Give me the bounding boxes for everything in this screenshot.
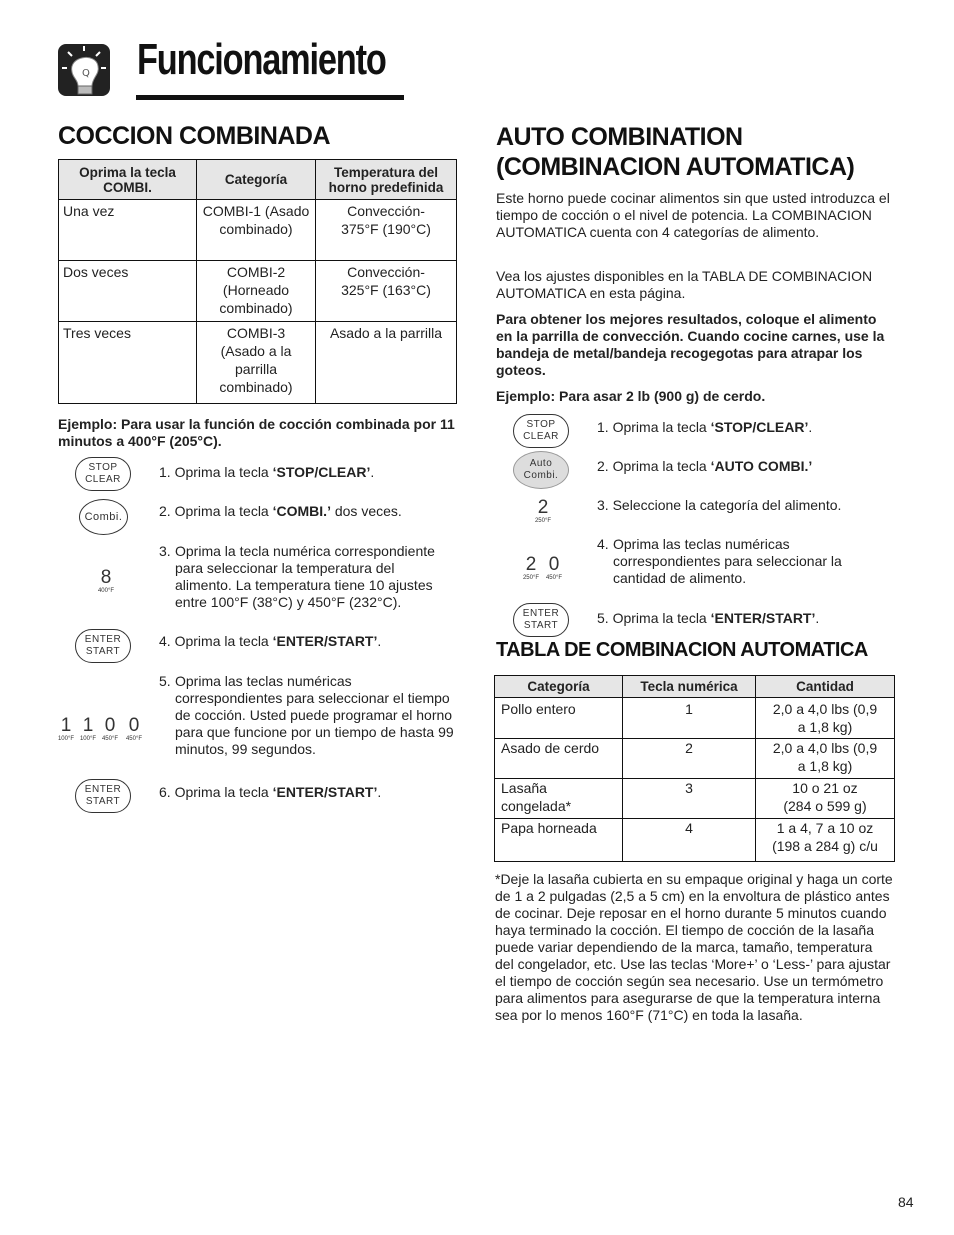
number-key-2[interactable]: 2 250°F [534, 497, 552, 524]
stop-clear-key[interactable]: STOP CLEAR [513, 414, 569, 448]
table-header: Categoría [197, 160, 316, 200]
number-key-2[interactable]: 2 250°F [522, 554, 540, 581]
combi-table [58, 159, 457, 404]
svg-text:Q: Q [82, 68, 90, 79]
enter-start-key[interactable]: ENTER START [75, 779, 131, 813]
auto-step-4: 4. Oprima las teclas numéricas correspondientes para seleccionar la cantidad de alimento. [597, 536, 842, 586]
table-row: Dos veces COMBI-2 (Horneado combinado) Convección-325°F (163°C) [59, 261, 457, 322]
coccion-step-4: 4. Oprima la tecla ‘ENTER/START’. [159, 633, 382, 649]
auto-intro: Este horno puede cocinar alimentos sin que usted introduzca el tiempo de cocción o el nivel de potencia. La COMBINACION AUTOMATICA cuenta con 4 categorías de alimento. [496, 190, 890, 240]
table-header: Temperatura del horno predefinida [316, 160, 457, 200]
coccion-step-2: 2. Oprima la tecla ‘COMBI.’ dos veces. [159, 503, 402, 519]
auto-step-1: 1. Oprima la tecla ‘STOP/CLEAR’. [597, 419, 813, 435]
page-title: Funcionamiento [137, 35, 386, 84]
number-key-0[interactable]: 0 450°F [125, 715, 143, 742]
stop-clear-key[interactable]: STOP CLEAR [75, 457, 131, 491]
auto-combi-table [494, 675, 895, 862]
time-number-keys [56, 716, 146, 746]
table-row: Papa horneada 4 1 a 4, 7 a 10 oz (198 a 284 g) c/u [495, 819, 895, 862]
number-key-0[interactable]: 0 450°F [101, 715, 119, 742]
auto-step-3: 3. Seleccione la categoría del alimento. [597, 497, 842, 513]
auto-see-table: Vea los ajustes disponibles en la TABLA DE COMBINACION AUTOMATICA en esta página. [496, 268, 873, 301]
table-row: Asado de cerdo 2 2,0 a 4,0 lbs (0,9 a 1,8 kg) [495, 739, 895, 779]
number-key-1[interactable]: 1 100°F [57, 715, 75, 742]
table-header: Categoría [495, 676, 623, 698]
number-key-0[interactable]: 0 450°F [545, 554, 563, 581]
number-key-8[interactable]: 8 400°F [97, 567, 115, 594]
lasagna-footnote: *Deje la lasaña cubierta en su empaque original y haga un corte de 1 a 2 pulgadas (2,5 a 5 cm) en la envoltura de plástico antes de cocinar. Deje reposar en el horno durante 5 minutos cuando haya terminado la cocción. El tiempo de cocción de la lasaña puede variar dependiendo de la marca, tamaño, temperatura del congelador, etc. Use las teclas ‘More+’ o ‘Less-’ para ajustar el tiempo de cocción según sea necesario. Use un termómetro para alimentos para asegurarse de que la temperatura interna sea por lo menos 160°F (71°C) en toda la lasaña. [495, 871, 893, 1023]
number-key-1[interactable]: 1 100°F [79, 715, 97, 742]
title-rule [136, 95, 404, 100]
auto-example: Ejemplo: Para asar 2 lb (900 g) de cerdo. [496, 388, 766, 404]
page-number: 84 [898, 1194, 914, 1210]
coccion-step-5: 5. Oprima las teclas numéricas correspondientes para seleccionar el tiempo de cocción. Usted puede programar el horno para que funcione por un tiempo de hasta 99 minutos, 99 segundos. [159, 673, 454, 757]
auto-tips: Para obtener los mejores resultados, coloque el alimento en la parrilla de convección. Cuando cocine carnes, use la bandeja de metal/bandeja recogegotas para atrapar los goteos. [496, 311, 885, 378]
coccion-step-3: 3. Oprima la tecla numérica correspondiente para seleccionar la temperatura del alimento. La temperatura tiene 10 ajustes entre 100°F (38°C) y 450°F (232°C). [159, 543, 435, 610]
enter-start-key[interactable]: ENTER START [75, 629, 131, 663]
coccion-heading: COCCION COMBINADA [58, 122, 331, 150]
lightbulb-icon [58, 42, 110, 98]
auto-step-2: 2. Oprima la tecla ‘AUTO COMBI.’ [597, 458, 813, 474]
table-row: Pollo entero 1 2,0 a 4,0 lbs (0,9 a 1,8 kg) [495, 698, 895, 739]
table-row: Tres veces COMBI-3 (Asado a la parrilla combinado) Asado a la parrilla [59, 322, 457, 404]
table-row: Una vez COMBI-1 (Asado combinado) Convección-375°F (190°C) [59, 200, 457, 261]
enter-start-key[interactable]: ENTER START [513, 603, 569, 637]
auto-combi-key[interactable]: Auto Combi. [513, 451, 569, 489]
table-header: Cantidad [756, 676, 895, 698]
table-row: Lasaña congelada* 3 10 o 21 oz (284 o 599 g) [495, 779, 895, 819]
auto-heading: AUTO COMBINATION (COMBINACION AUTOMATICA) [496, 123, 855, 181]
table-header: Tecla numérica [623, 676, 756, 698]
coccion-step-6: 6. Oprima la tecla ‘ENTER/START’. [159, 784, 382, 800]
combi-key[interactable]: Combi. [79, 499, 128, 535]
coccion-example: Ejemplo: Para usar la función de cocción combinada por 11 minutos a 400°F (205°C). [58, 416, 455, 449]
table-header: Oprima la tecla COMBI. [59, 160, 197, 200]
coccion-step-1: 1. Oprima la tecla ‘STOP/CLEAR’. [159, 464, 375, 480]
auto-step-5: 5. Oprima la tecla ‘ENTER/START’. [597, 610, 820, 626]
auto-table-heading: TABLA DE COMBINACION AUTOMATICA [496, 639, 868, 661]
